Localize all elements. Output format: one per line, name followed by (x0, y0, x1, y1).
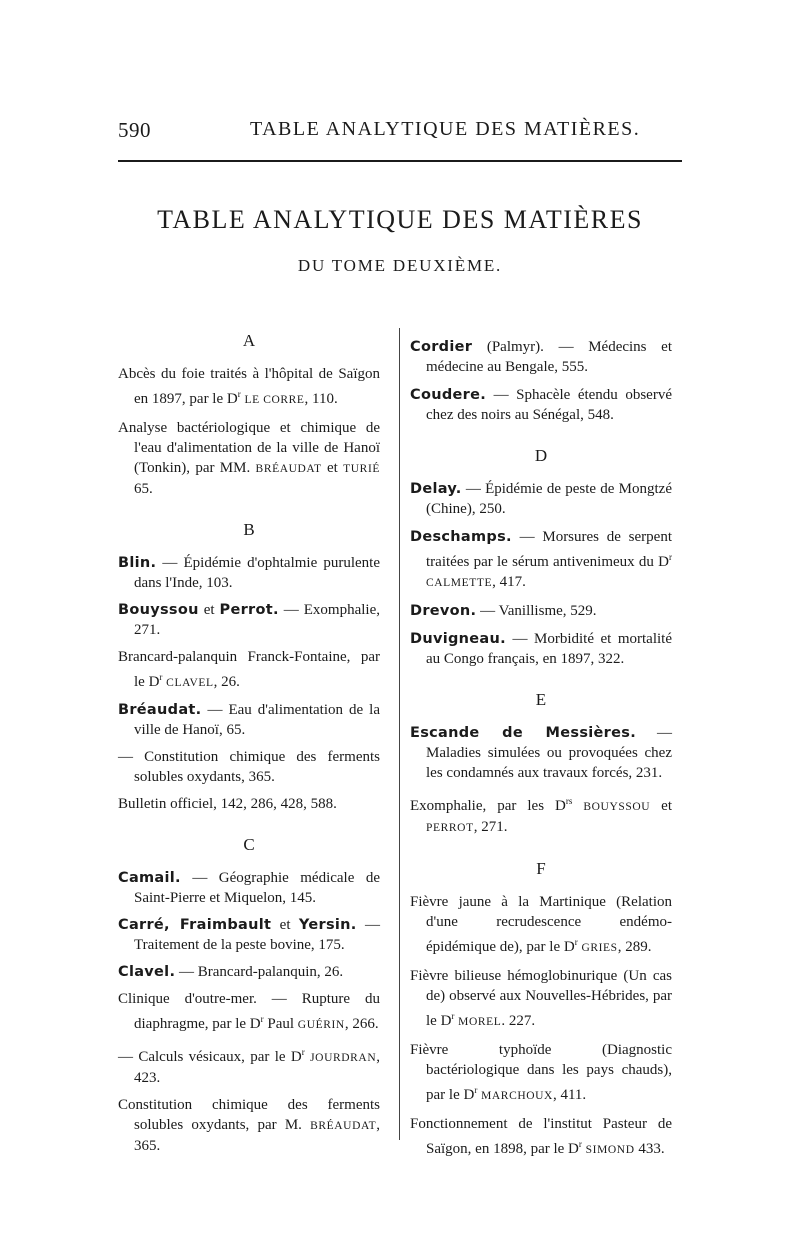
main-title: TABLE ANALYTIQUE DES MATIÈRES (157, 205, 643, 234)
section-letter: F (536, 859, 546, 878)
entry-text: — Eau d'alimentation de la ville de Hanoï, 65. (134, 702, 380, 738)
author-name: CLAVEL (166, 677, 214, 689)
header-rule (118, 160, 682, 162)
entry-text: Constitution chimique des ferments solubles oxydants, par M. (118, 1097, 380, 1133)
author-name: SIMOND (585, 1144, 635, 1156)
entry-text: , 26. (213, 674, 240, 690)
entry-text: 65. (134, 481, 153, 497)
entry-text: , 271. (473, 819, 508, 835)
superscript: r (669, 552, 672, 562)
entry-text: Abcès du foie traités à l'hôpital de Saïgon en 1897, par le D (118, 366, 380, 407)
author-name: MOREL (458, 1016, 502, 1028)
entry-heading: Camail. (118, 870, 181, 886)
index-entry (118, 1095, 380, 1156)
index-entry (118, 600, 380, 640)
entry-text: et (650, 798, 672, 814)
author-name: TURIÉ (343, 463, 380, 475)
entry-text: Paul (263, 1016, 298, 1032)
section-letter: E (535, 690, 547, 709)
index-entry (410, 337, 672, 377)
entry-text: (Palmyr). — Médecins et médecine au Bengale, 555. (426, 339, 672, 375)
entry-text: — Morsures de serpent traitées par le sérum antivenimeux du D (426, 529, 672, 570)
entry-heading: Blin. (118, 555, 157, 571)
index-entry (118, 647, 380, 693)
page-header (118, 118, 678, 142)
entry-text: Bulletin officiel, 142, 286, 428, 588. (118, 796, 337, 812)
index-entry (118, 553, 380, 593)
section-letter: B (243, 520, 255, 539)
entry-text: — Calculs vésicaux, par le D (118, 1049, 302, 1065)
index-entry (410, 966, 672, 1032)
index-entry (118, 962, 380, 982)
index-entry (410, 629, 672, 669)
entry-heading: Escande de Messières. (410, 725, 637, 741)
section-letter: D (534, 446, 548, 465)
entry-text: , 411. (552, 1087, 587, 1103)
entry-text: Fonctionnement de l'institut Pasteur de Saïgon, en 1898, par le D (410, 1116, 672, 1157)
entry-heading: Yersin. (298, 917, 357, 933)
entry-heading: Coudere. (410, 387, 487, 403)
index-entry (118, 747, 380, 787)
entry-text: , 289. (617, 939, 652, 955)
entry-heading: Carré, Fraimbault (118, 917, 272, 933)
superscript: r (451, 1011, 455, 1021)
sub-title: DU TOME DEUXIÈME. (297, 256, 503, 275)
entry-text: — Géographie médicale de Saint-Pierre et Miquelon, 145. (134, 870, 380, 906)
entry-text: , 423. (134, 1049, 380, 1086)
superscript: r (574, 937, 578, 947)
entry-text: — Sphacèle étendu observé chez des noirs au Sénégal, 548. (426, 387, 672, 423)
entry-heading: Duvigneau. (410, 631, 506, 647)
entry-text: — Épidémie de peste de Mongtzé (Chine), 250. (426, 481, 672, 517)
index-entry (118, 1042, 380, 1088)
entry-text: et (198, 602, 220, 618)
entry-text: Clinique d'outre-mer. — Rupture du diaphragme, par le D (118, 991, 380, 1032)
superscript: r (260, 1014, 264, 1024)
entry-heading: Drevon. (410, 603, 477, 619)
entry-heading: Bouyssou (118, 602, 199, 618)
index-entry (410, 791, 672, 838)
author-name: LE CORRE (244, 394, 305, 406)
index-entry (410, 385, 672, 425)
index-entry (410, 479, 672, 519)
index-entry (118, 915, 380, 955)
entry-text: Fièvre typhoïde (Diagnostic bactériologique dans les pays chauds), par le D (410, 1042, 672, 1103)
superscript: r (474, 1085, 478, 1095)
entry-text: . 227. (501, 1013, 536, 1029)
index-entry (410, 723, 672, 783)
entry-text: Brancard-palanquin Franck-Fontaine, par le D (118, 649, 380, 690)
entry-text: et (271, 917, 299, 933)
index-entry (410, 1114, 672, 1160)
entry-heading: Deschamps. (410, 529, 512, 545)
index-entry (118, 364, 380, 410)
author-name: BRÉAUDAT (255, 463, 322, 475)
entry-text: — Brancard-palanquin, 26. (175, 964, 344, 980)
index-column-right (410, 330, 672, 1160)
entry-text: Exomphalie, par les D (410, 798, 566, 814)
index-entry (410, 892, 672, 958)
entry-text: — Constitution chimique des ferments solubles oxydants, 365. (118, 749, 380, 785)
entry-text: , 266. (344, 1016, 379, 1032)
entry-text: , 365. (134, 1117, 380, 1154)
author-name: PERROT (426, 822, 474, 834)
section-letter: A (242, 331, 256, 350)
index-column-left (118, 330, 380, 1156)
entry-text: et (321, 460, 344, 476)
index-entry (118, 418, 380, 499)
index-entry (410, 1040, 672, 1106)
entry-text: Fièvre jaune à la Martinique (Relation d'une recrudescence endémo-épidémique de), par le D (410, 894, 672, 955)
entry-heading: Delay. (410, 481, 462, 497)
index-entry (410, 601, 672, 621)
author-name: MARCHOUX (481, 1090, 553, 1102)
index-entry (118, 700, 380, 740)
entry-heading: Perrot. (219, 602, 279, 618)
superscript: r (159, 672, 163, 682)
entry-heading: Cordier (410, 339, 473, 355)
entry-text: 433. (634, 1141, 665, 1157)
entry-text: Analyse bactériologique et chimique de l'eau d'alimentation de la ville de Hanoï (Tonkin), par MM. (118, 420, 380, 476)
entry-heading: Bréaudat. (118, 702, 202, 718)
index-entry (410, 527, 672, 593)
entry-text: — Morbidité et mortalité au Congo français, en 1897, 322. (426, 631, 672, 667)
author-name: GRIES (581, 942, 618, 954)
entry-text: Fièvre bilieuse hémoglobinurique (Un cas de) observé aux Nouvelles-Hébrides, par le D (410, 968, 672, 1029)
entry-text: — Exomphalie, 271. (134, 602, 380, 638)
entry-text (572, 798, 583, 814)
superscript: r (237, 389, 241, 399)
entry-text: — Vanillisme, 529. (476, 603, 597, 619)
page-number: 590 (118, 118, 151, 142)
author-name: BOUYSSOU (583, 801, 651, 813)
index-entry (118, 794, 380, 814)
section-letter: C (243, 835, 255, 854)
running-title: TABLE ANALYTIQUE DES MATIÈRES. (250, 118, 641, 140)
superscript: r (301, 1047, 305, 1057)
superscript: r (578, 1139, 582, 1149)
entry-text: — Traitement de la peste bovine, 175. (134, 917, 380, 953)
index-entry (118, 868, 380, 908)
entry-text: — Maladies simulées ou provoquées chez les condamnés aux travaux forcés, 231. (426, 725, 673, 781)
entry-text: , 417. (492, 574, 526, 590)
superscript: rs (565, 796, 573, 806)
column-divider (399, 328, 400, 1140)
index-entry (118, 989, 380, 1035)
author-name: BRÉAUDAT (310, 1120, 377, 1132)
author-name: GUÉRIN (297, 1019, 345, 1031)
author-name: CALMETTE (426, 577, 493, 589)
entry-heading: Clavel. (118, 964, 176, 980)
author-name: JOURDRAN (310, 1052, 377, 1064)
entry-text: , 110. (304, 391, 338, 407)
entry-text: — Épidémie d'ophtalmie purulente dans l'Inde, 103. (134, 555, 380, 591)
